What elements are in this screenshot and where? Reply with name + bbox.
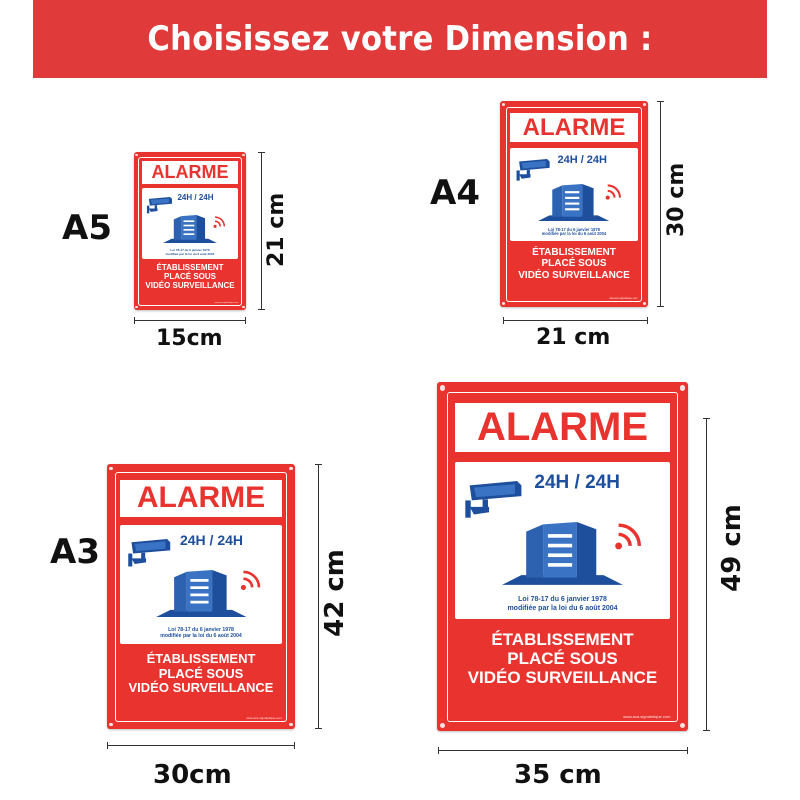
mounting-hole (289, 723, 293, 727)
sign-law-line-1: Loi 78-17 du 6 janvier 1978 (168, 626, 234, 633)
mounting-hole (135, 154, 137, 156)
building-icon (538, 184, 609, 221)
sign-title: ALARME (142, 161, 238, 183)
sign-law-line-1: Loi 78-17 du 6 janvier 1978 (170, 248, 210, 253)
sign-bottom-text (115, 652, 288, 696)
mounting-hole (680, 723, 685, 728)
sign-hours: 24H / 24H (179, 532, 244, 549)
mounting-hole (440, 385, 445, 390)
mounting-hole (502, 103, 505, 106)
format-label-a5[interactable]: A5 (62, 208, 112, 248)
sign-bottom-text (447, 630, 678, 687)
width-label-large: 35 cm (514, 760, 602, 790)
width-dimension-line-a4 (503, 320, 648, 321)
sign-bottom-line-2: PLACÉ SOUS (163, 272, 216, 282)
sign-law-line-2: modifiée par la loi du 6 août 2004 (507, 604, 618, 612)
sign-a4[interactable] (500, 101, 648, 307)
sign-bottom-line-1: ÉTABLISSEMENT (532, 247, 616, 259)
mounting-hole (440, 723, 445, 728)
format-label-a3[interactable]: A3 (50, 532, 100, 572)
sign-law-text (120, 627, 282, 639)
sign-law-text (510, 228, 637, 238)
wifi-signal-icon (605, 180, 625, 200)
sign-panel (455, 462, 671, 619)
camera-icon (125, 539, 174, 568)
sign-website: www.aca-signaletique.com (609, 296, 638, 300)
sign-bottom-line-2: PLACÉ SOUS (507, 648, 618, 668)
mounting-hole (643, 103, 646, 106)
sign-hours: 24H / 24H (177, 192, 214, 202)
sign-bottom-line-3: VIDÉO SURVEILLANCE (145, 281, 235, 291)
height-label-large: 49 cm (717, 504, 747, 592)
mounting-hole (643, 302, 646, 305)
sign-hours: 24H / 24H (534, 471, 620, 493)
width-dimension-line-a5 (134, 320, 246, 321)
sign-panel (120, 525, 282, 644)
building-icon (502, 522, 623, 585)
height-dimension-line-a3 (318, 464, 319, 729)
sign-law-line-1: Loi 78-17 du 6 janvier 1978 (548, 226, 600, 232)
sign-law-line-1: Loi 78-17 du 6 janvier 1978 (518, 596, 607, 604)
sign-website: www.aca-signaletique.com (246, 715, 282, 720)
sign-bottom-text (138, 264, 241, 291)
mounting-hole (109, 723, 113, 727)
sign-title: ALARME (120, 480, 282, 517)
sign-law-line-2: modifiée par la loi du 6 août 2004 (160, 633, 242, 640)
header-banner (33, 0, 767, 78)
page-title: Choisissez votre Dimension : (147, 19, 653, 59)
mounting-hole (680, 385, 685, 390)
wifi-signal-icon (240, 565, 266, 591)
sign-a3[interactable] (107, 464, 295, 729)
sign-panel (510, 148, 637, 241)
sign-bottom-line-3: VIDÉO SURVEILLANCE (128, 680, 274, 696)
height-dimension-line-a5 (261, 152, 262, 310)
camera-icon (461, 481, 526, 520)
width-label-a3: 30cm (153, 760, 232, 790)
sign-bottom-line-1: ÉTABLISSEMENT (491, 629, 634, 649)
mounting-hole (242, 154, 244, 156)
mounting-hole (242, 306, 244, 308)
sign-bottom-line-1: ÉTABLISSEMENT (156, 263, 224, 273)
width-dimension-line-large (438, 750, 688, 751)
mounting-hole (109, 467, 113, 471)
camera-icon (514, 159, 552, 182)
height-label-a5: 21 cm (264, 192, 289, 267)
sign-law-line-2: modifiée par la loi du 6 août 2004 (541, 231, 607, 237)
camera-icon (145, 197, 174, 214)
height-label-a4: 30 cm (664, 162, 689, 237)
height-dimension-line-a4 (660, 101, 661, 307)
sign-bottom-line-2: PLACÉ SOUS (541, 258, 607, 270)
sign-website: www.aca-signaletique.com (623, 713, 671, 719)
sign-website: www.aca-signaletique.com (214, 302, 239, 305)
wifi-signal-icon (614, 516, 649, 551)
width-dimension-line-a3 (107, 745, 295, 746)
building-icon (156, 570, 247, 617)
format-label-a4[interactable]: A4 (430, 173, 480, 213)
sign-bottom-line-1: ÉTABLISSEMENT (146, 651, 256, 667)
mounting-hole (289, 467, 293, 471)
sign-title: ALARME (455, 403, 671, 452)
sign-title: ALARME (510, 113, 637, 142)
sign-bottom-line-2: PLACÉ SOUS (158, 665, 244, 681)
building-icon (163, 215, 217, 243)
sign-hours: 24H / 24H (557, 153, 607, 166)
sign-panel (142, 188, 238, 259)
sign-35x49[interactable] (437, 382, 688, 731)
width-label-a5: 15cm (156, 326, 223, 351)
width-label-a4: 21 cm (536, 325, 611, 350)
height-label-a3: 42 cm (320, 549, 350, 637)
sign-bottom-line-3: VIDÉO SURVEILLANCE (467, 667, 658, 687)
mounting-hole (135, 306, 137, 308)
sign-a5[interactable] (134, 152, 246, 310)
sign-law-line-2: modifiée par la loi du 6 août 2004 (165, 251, 215, 256)
sign-bottom-text (506, 247, 642, 281)
sign-law-text (455, 596, 671, 613)
mounting-hole (502, 302, 505, 305)
wifi-signal-icon (213, 213, 228, 228)
height-dimension-line-large (706, 418, 707, 731)
sign-bottom-line-3: VIDÉO SURVEILLANCE (518, 269, 630, 281)
sign-law-text (142, 249, 238, 256)
